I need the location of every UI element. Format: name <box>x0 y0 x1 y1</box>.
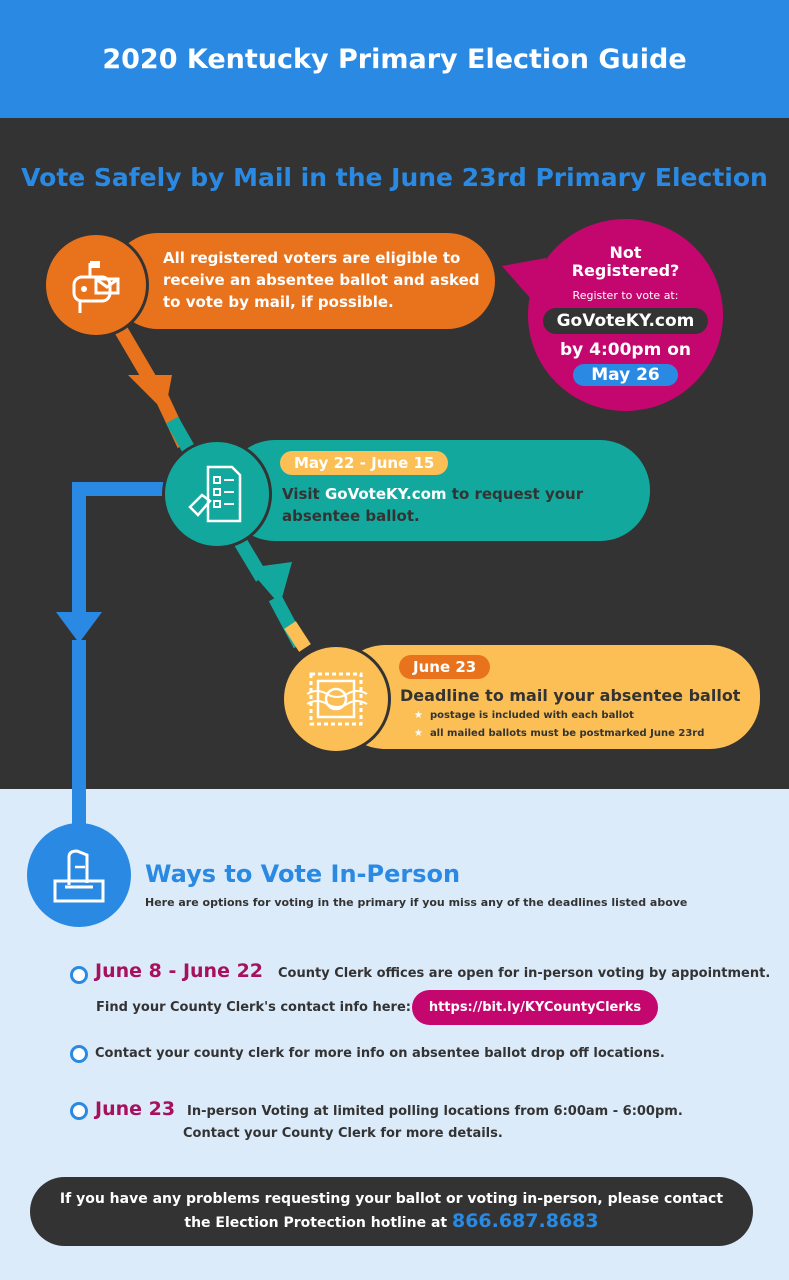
ballot-box-icon <box>47 843 111 907</box>
step1-icon-circle <box>43 232 149 338</box>
footer-line2: the Election Protection hotline at <box>184 1215 448 1231</box>
item1-sublabel: Find your County Clerk's contact info here: <box>96 1000 411 1015</box>
step2-icon-circle <box>162 439 272 549</box>
county-clerks-link[interactable]: https://bit.ly/KYCountyClerks <box>412 990 658 1025</box>
item1-text: County Clerk offices are open for in-person voting by appointment. <box>278 966 771 981</box>
step3-note-text: all mailed ballots must be postmarked June 23rd <box>429 728 705 739</box>
in-person-subtitle: Here are options for voting in the primary if you miss any of the deadlines listed above <box>145 896 688 909</box>
hotline-phone[interactable]: 866.687.8683 <box>451 1210 599 1232</box>
item1-date: June 8 - June 22 <box>95 960 264 982</box>
step2-site-link[interactable]: GoVoteKY.com <box>324 485 447 503</box>
in-person-title: Ways to Vote In-Person <box>145 860 461 888</box>
star-icon: ★ <box>414 710 423 721</box>
bullet-icon <box>70 1102 88 1120</box>
hotline-footer <box>30 1177 753 1246</box>
item2-text: Contact your county clerk for more info on absentee ballot drop off locations. <box>95 1046 665 1061</box>
in-person-icon-circle <box>27 823 131 927</box>
mail-section-title: Vote Safely by Mail in the June 23rd Primary Election <box>21 163 768 192</box>
step3-icon-circle <box>281 644 391 754</box>
footer-line2-wrap <box>30 1210 753 1232</box>
step2-date-badge: May 22 - June 15 <box>280 451 448 475</box>
register-deadline-label: by 4:00pm on <box>559 340 692 360</box>
register-label: Register to vote at: <box>572 289 679 302</box>
step3-note <box>414 728 704 739</box>
step3-note <box>414 710 634 721</box>
step2-text-suffix: to request your absentee ballot. <box>282 485 584 525</box>
step3-note-text: postage is included with each ballot <box>429 710 634 721</box>
bullet-icon <box>70 966 88 984</box>
step1-text: All registered voters are eligible to receive an absentee ballot and asked to vote by mail, if possible. <box>163 249 480 311</box>
register-deadline-date: May 26 <box>573 364 678 386</box>
register-site-link[interactable]: GoVoteKY.com <box>543 308 709 334</box>
not-registered-title: Not Registered? <box>571 243 680 280</box>
not-registered-bubble <box>528 219 723 411</box>
mailbox-icon <box>64 253 128 317</box>
item3-text: In-person Voting at limited polling locations from 6:00am - 6:00pm. <box>187 1104 683 1119</box>
step2-text-prefix: Visit <box>282 485 325 503</box>
footer-line1: If you have any problems requesting your ballot or voting in-person, please contact <box>59 1191 724 1207</box>
step3-date-badge: June 23 <box>399 655 490 679</box>
item3-date: June 23 <box>95 1098 176 1120</box>
step2-text <box>282 483 622 527</box>
ballot-form-icon <box>184 461 250 527</box>
step3-title: Deadline to mail your absentee ballot <box>400 686 741 705</box>
item3-text2: Contact your County Clerk for more details. <box>183 1126 503 1141</box>
bullet-icon <box>70 1045 88 1063</box>
page-title: 2020 Kentucky Primary Election Guide <box>102 43 687 75</box>
postage-stamp-icon <box>303 666 369 732</box>
star-icon: ★ <box>414 728 423 739</box>
